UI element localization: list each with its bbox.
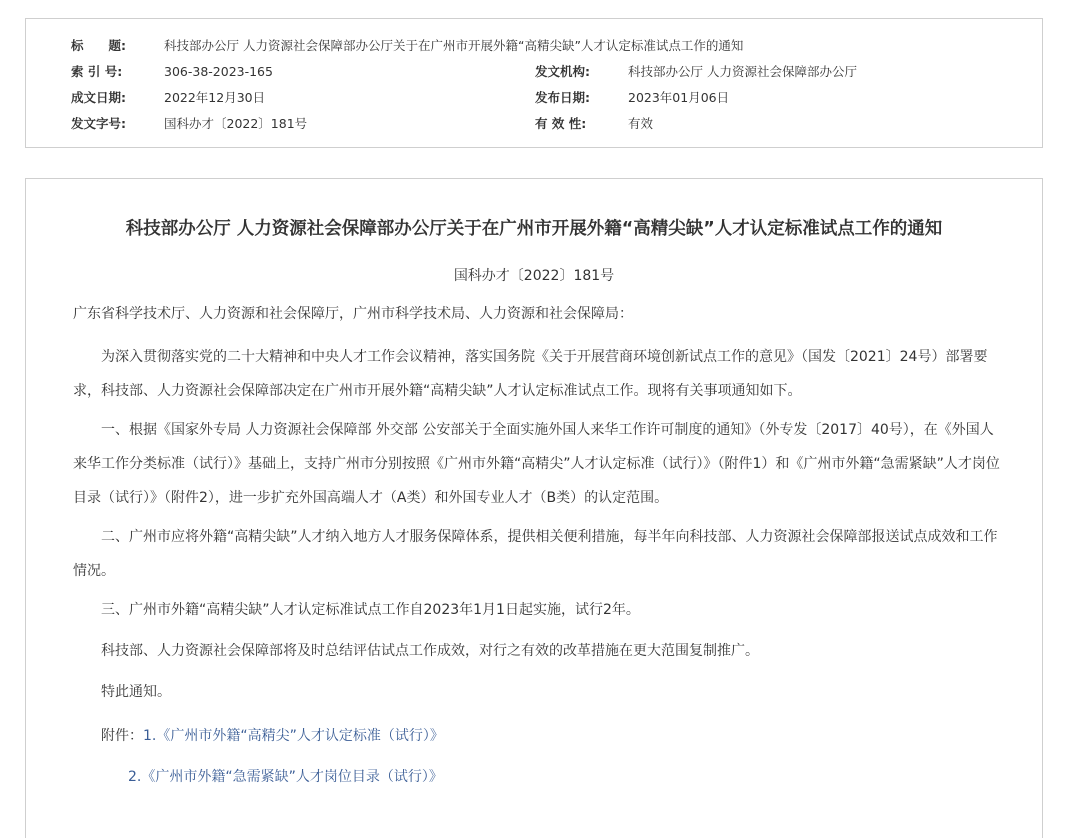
document-number: 国科办才〔2022〕181号 (453, 268, 615, 284)
meta-validity-label: 有 效 性: (535, 116, 587, 131)
attachment-link-1[interactable]: 1.《广州市外籍“高精尖”人才认定标准（试行）》 (143, 728, 444, 744)
paragraph-item-2: 二、广州市应将外籍“高精尖缺”人才纳入地方人才服务保障体系，提供相关便利措施，每半年向科技部、人力资源社会保障部报送试点成效和工作情况。 (73, 529, 998, 579)
attachment-row-2 (128, 766, 443, 786)
attachment-link-2[interactable]: 2.《广州市外籍“急需紧缺”人才岗位目录（试行）》 (128, 769, 443, 785)
document-body (25, 178, 1043, 838)
paragraph-notice: 特此通知。 (101, 684, 171, 700)
paragraph-closing: 科技部、人力资源社会保障部将及时总结评估试点工作成效，对行之有效的改革措施在更大范围复制推广。 (101, 643, 759, 659)
meta-validity-value: 有效 (628, 116, 654, 131)
attachment-row-1 (101, 725, 444, 745)
meta-title-value: 科技部办公厅 人力资源社会保障部办公厅关于在广州市开展外籍“高精尖缺”人才认定标准试点工作的通知 (164, 38, 744, 53)
paragraph-item-3: 三、广州市外籍“高精尖缺”人才认定标准试点工作自2023年1月1日起实施，试行2年。 (101, 602, 640, 618)
meta-published-value: 2023年01月06日 (628, 90, 730, 105)
addressee: 广东省科学技术厅、人力资源和社会保障厅，广州市科学技术局、人力资源和社会保障局： (73, 306, 633, 322)
meta-written-label: 成文日期: (71, 90, 126, 105)
metadata-box (25, 18, 1043, 148)
meta-title-label: 标 题: (71, 38, 126, 53)
meta-published-label: 发布日期: (535, 90, 590, 105)
meta-index-label: 索 引 号: (71, 64, 123, 79)
meta-issuer-label: 发文机构: (535, 64, 590, 79)
meta-docno-value: 国科办才〔2022〕181号 (164, 116, 308, 131)
meta-index-value: 306-38-2023-165 (164, 64, 273, 79)
paragraph-intro: 为深入贯彻落实党的二十大精神和中央人才工作会议精神，落实国务院《关于开展营商环境创新试点工作的意见》（国发〔2021〕24号）部署要求，科技部、人力资源社会保障部决定在广州市开展外籍“高精尖缺”人才认定标准试点工作。现将有关事项通知如下。 (73, 349, 988, 399)
meta-docno-label: 发文字号: (71, 116, 126, 131)
attachments-label: 附件： (101, 728, 143, 744)
meta-written-value: 2022年12月30日 (164, 90, 266, 105)
paragraph-item-1: 一、根据《国家外专局 人力资源社会保障部 外交部 公安部关于全面实施外国人来华工作许可制度的通知》（外专发〔2017〕40号），在《外国人来华工作分类标准（试行）》基础上，支持广州市分别按照《广州市外籍“高精尖”人才认定标准（试行）》（附件1）和《广州市外籍“急需紧缺”人才岗位目录（试行）》（附件2），进一步扩充外国高端人才（A类）和外国专业人才（B类）的认定范围。 (73, 422, 1000, 506)
meta-issuer-value: 科技部办公厅 人力资源社会保障部办公厅 (628, 64, 857, 79)
document-title: 科技部办公厅 人力资源社会保障部办公厅关于在广州市开展外籍“高精尖缺”人才认定标准试点工作的通知 (125, 219, 943, 239)
